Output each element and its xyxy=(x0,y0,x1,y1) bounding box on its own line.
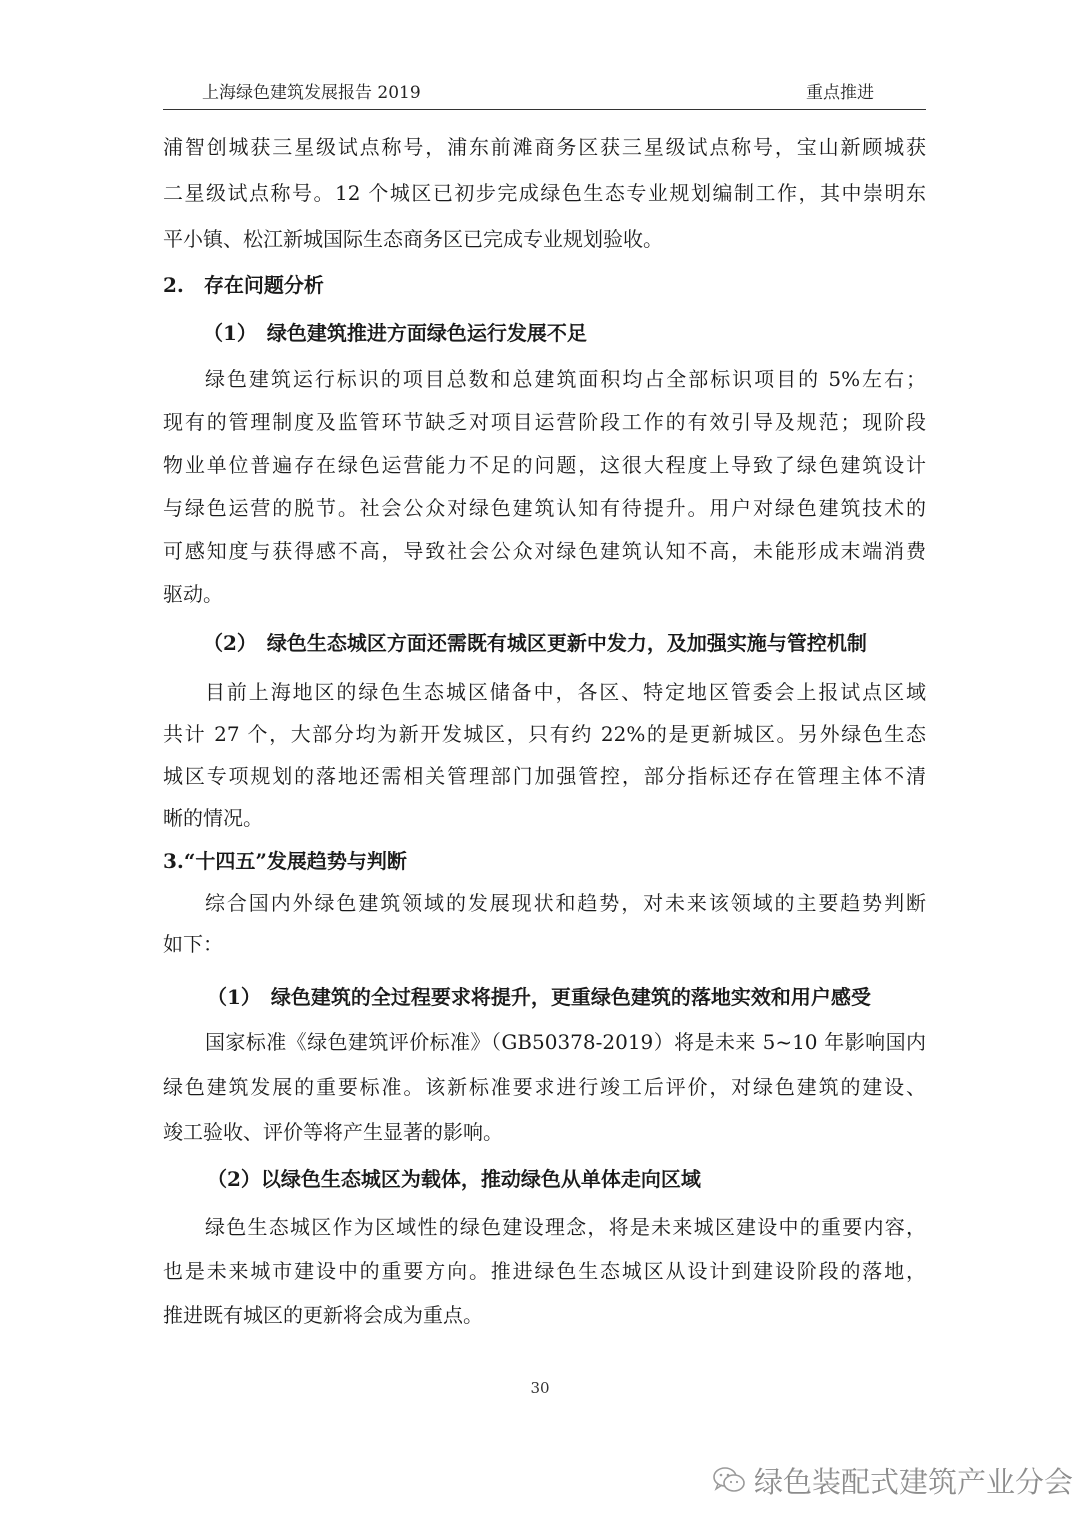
body-line: 综合国内外绿色建筑领域的发展现状和趋势，对未来该领域的主要趋势判断 xyxy=(205,891,926,915)
body-line: 与绿色运营的脱节。社会公众对绿色建筑认知有待提升。用户对绿色建筑技术的 xyxy=(163,496,926,520)
body-line: 绿色建筑发展的重要标准。该新标准要求进行竣工后评价，对绿色建筑的建设、 xyxy=(163,1075,926,1099)
subsection-heading: （2）以绿色生态城区为载体，推动绿色从单体走向区域 xyxy=(207,1167,701,1191)
page-number: 30 xyxy=(530,1379,550,1397)
wechat-icon xyxy=(712,1465,746,1495)
subsection-heading: （2） 绿色生态城区方面还需既有城区更新中发力，及加强实施与管控机制 xyxy=(203,631,867,655)
header-divider xyxy=(163,109,926,110)
body-line: 共计 27 个，大部分均为新开发城区，只有约 22%的是更新城区。另外绿色生态 xyxy=(163,722,926,746)
body-line: 城区专项规划的落地还需相关管理部门加强管控，部分指标还存在管理主体不清 xyxy=(163,764,926,788)
body-line: 竣工验收、评价等将产生显著的影响。 xyxy=(163,1120,503,1144)
body-line: 现有的管理制度及监管环节缺乏对项目运营阶段工作的有效引导及规范；现阶段 xyxy=(163,410,926,434)
body-line: 国家标准《绿色建筑评价标准》（GB50378-2019）将是未来 5~10 年影响国内 xyxy=(205,1030,926,1054)
watermark-text: 绿色装配式建筑产业分会 xyxy=(754,1464,1074,1499)
body-line: 平小镇、松江新城国际生态商务区已完成专业规划验收。 xyxy=(163,227,663,251)
running-header-title: 上海绿色建筑发展报告 2019 xyxy=(202,83,421,103)
section-heading: 2. 存在问题分析 xyxy=(163,273,324,297)
body-line: 也是未来城市建设中的重要方向。推进绿色生态城区从设计到建设阶段的落地， xyxy=(163,1259,926,1283)
body-line: 二星级试点称号。12 个城区已初步完成绿色生态专业规划编制工作，其中崇明东 xyxy=(163,181,926,205)
body-line: 物业单位普遍存在绿色运营能力不足的问题，这很大程度上导致了绿色建筑设计 xyxy=(163,453,926,477)
body-line: 推进既有城区的更新将会成为重点。 xyxy=(163,1303,483,1327)
body-line: 浦智创城获三星级试点称号，浦东前滩商务区获三星级试点称号，宝山新顾城获 xyxy=(163,135,926,159)
body-line: 绿色生态城区作为区域性的绿色建设理念，将是未来城区建设中的重要内容， xyxy=(205,1215,926,1239)
subsection-heading: （1） 绿色建筑的全过程要求将提升，更重绿色建筑的落地实效和用户感受 xyxy=(207,985,871,1009)
running-header-section: 重点推进 xyxy=(806,83,874,103)
body-line: 晰的情况。 xyxy=(163,806,263,830)
body-line: 驱动。 xyxy=(163,582,223,606)
body-line: 可感知度与获得感不高，导致社会公众对绿色建筑认知不高，未能形成末端消费 xyxy=(163,539,926,563)
body-line: 绿色建筑运行标识的项目总数和总建筑面积均占全部标识项目的 5%左右； xyxy=(205,367,926,391)
watermark xyxy=(712,1460,1073,1500)
body-line: 如下： xyxy=(163,932,223,956)
subsection-heading: （1） 绿色建筑推进方面绿色运行发展不足 xyxy=(203,321,587,345)
section-heading: 3.“十四五”发展趋势与判断 xyxy=(163,849,407,873)
body-line: 目前上海地区的绿色生态城区储备中，各区、特定地区管委会上报试点区域 xyxy=(205,680,926,704)
